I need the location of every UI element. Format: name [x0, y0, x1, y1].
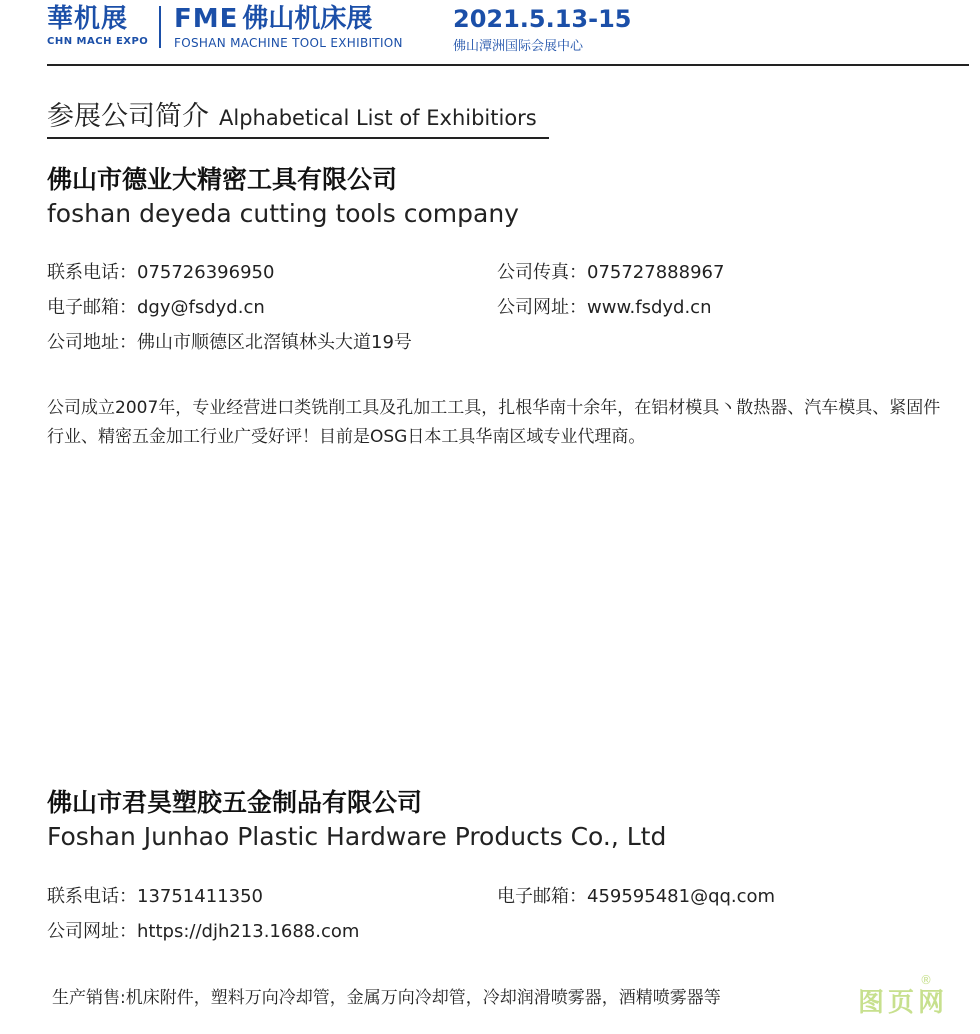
watermark-logo: [858, 973, 949, 1019]
company-website: 公司网址：www.fsdyd.cn: [497, 297, 712, 318]
fme-logo: [174, 4, 403, 50]
expo-venue: 佛山潭洲国际会展中心: [453, 39, 584, 54]
expo-name-cn: 佛山机床展: [242, 4, 373, 34]
company-name-en: Foshan Junhao Plastic Hardware Products Co., Ltd: [47, 822, 667, 851]
logo-divider: [159, 6, 161, 48]
company-fax: 公司传真：075727888967: [497, 262, 725, 283]
section-title-en: Alphabetical List of Exhibitiors: [219, 106, 537, 130]
company-name-en: foshan deyeda cutting tools company: [47, 199, 519, 228]
registered-mark: ®: [920, 973, 932, 987]
chn-mach-expo-logo: [47, 4, 148, 47]
expo-name-en: FOSHAN MACHINE TOOL EXHIBITION: [174, 36, 403, 50]
expo-date-block: [453, 4, 632, 54]
company-entry: [47, 786, 947, 854]
company-email: 电子邮箱：459595481@qq.com: [497, 886, 776, 907]
company-phone: 联系电话：075726396950: [47, 262, 275, 283]
company-address: 公司地址：佛山市顺德区北滘镇林头大道19号: [47, 332, 412, 353]
company-name-cn: 佛山市君昊塑胶五金制品有限公司: [47, 788, 423, 817]
company-name-cn: 佛山市德业大精密工具有限公司: [47, 165, 398, 194]
company-entry: [47, 163, 947, 231]
expo-header: [47, 4, 947, 52]
logo-cn: 華机展: [47, 4, 129, 34]
section-title-cn: 参展公司简介: [47, 101, 209, 132]
section-title: [47, 94, 537, 133]
fme-mark: FME: [174, 4, 239, 34]
header-rule: [47, 64, 969, 66]
section-title-rule: [47, 137, 549, 139]
expo-date: 2021.5.13-15: [453, 5, 632, 33]
company-phone: 联系电话：13751411350: [47, 886, 263, 907]
company-website: 公司网址：https://djh213.1688.com: [47, 921, 360, 942]
company-description: 生产销售:机床附件，塑料万向冷却管，金属万向冷却管，冷却润滑喷雾器，酒精喷雾器等: [52, 988, 721, 1008]
watermark-text: 图页网: [858, 988, 949, 1018]
company-description: 公司成立2007年，专业经营进口类铣削工具及孔加工工具，扎根华南十余年，在铝材模具丶散热器、汽车模具、紧固件行业、精密五金加工行业广受好评！目前是OSG日本工具华南区域专业代理商。: [47, 398, 941, 447]
company-email: 电子邮箱：dgy@fsdyd.cn: [47, 297, 265, 318]
logo-en: CHN MACH EXPO: [47, 36, 149, 47]
